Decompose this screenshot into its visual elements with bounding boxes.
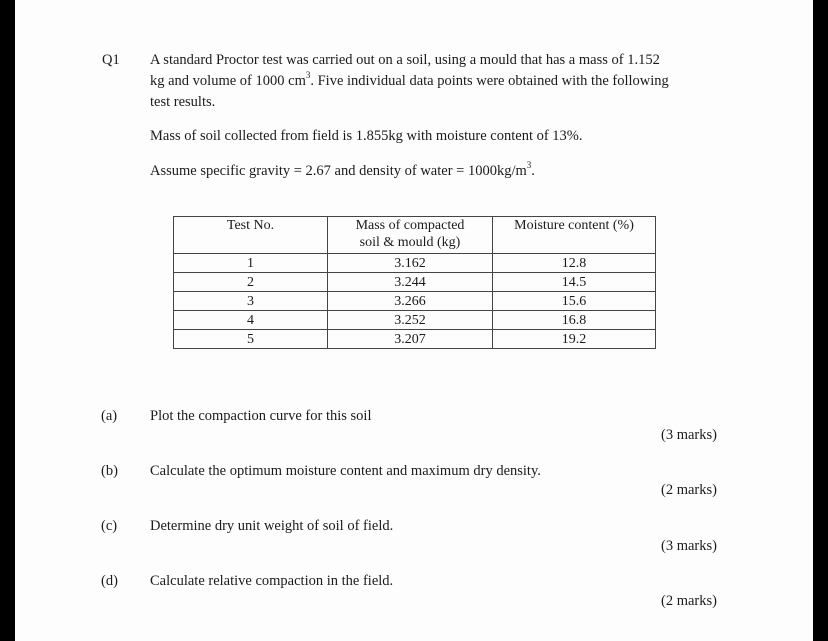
cell-test-no: 3 [174, 292, 328, 311]
part-marks-a: (3 marks) [661, 427, 717, 443]
cell-test-no: 1 [174, 254, 328, 273]
field-info: Mass of soil collected from field is 1.855kg with moisture content of 13%. [150, 128, 583, 144]
cell-test-no: 4 [174, 311, 328, 330]
part-marks-b: (2 marks) [661, 482, 717, 498]
cell-moisture: 15.6 [493, 292, 656, 311]
header-mass: Mass of compacted soil & mould (kg) [328, 217, 493, 254]
cell-moisture: 12.8 [493, 254, 656, 273]
table-row [174, 311, 656, 330]
table-row [174, 330, 656, 349]
table-row [174, 273, 656, 292]
part-label-d: (d) [101, 573, 118, 589]
table-header-row [174, 217, 656, 254]
part-label-b: (b) [101, 463, 118, 479]
cell-mass: 3.244 [328, 273, 493, 292]
cell-mass: 3.266 [328, 292, 493, 311]
part-text-b: Calculate the optimum moisture content and maximum dry density. [150, 463, 541, 479]
cell-moisture: 16.8 [493, 311, 656, 330]
part-marks-c: (3 marks) [661, 538, 717, 554]
cell-mass: 3.207 [328, 330, 493, 349]
cell-test-no: 2 [174, 273, 328, 292]
part-text-c: Determine dry unit weight of soil of field. [150, 518, 394, 534]
intro-line-2: kg and volume of 1000 $cm^3$. Five individual data points were obtained with the following [150, 70, 669, 89]
part-marks-d: (2 marks) [661, 593, 717, 609]
part-text-d: Calculate relative compaction in the field. [150, 573, 394, 589]
results-table [173, 216, 656, 349]
document-page [15, 0, 813, 641]
part-label-c: (c) [101, 518, 118, 534]
intro-line-3: test results. [150, 94, 216, 110]
cell-moisture: 14.5 [493, 273, 656, 292]
table-row [174, 292, 656, 311]
cell-mass: 3.252 [328, 311, 493, 330]
intro-line-1: A standard Proctor test was carried out on a soil, using a mould that has a mass of 1.152 [150, 52, 660, 68]
table-row [174, 254, 656, 273]
question-number: Q1 [102, 52, 120, 68]
cell-moisture: 19.2 [493, 330, 656, 349]
part-label-a: (a) [101, 408, 118, 424]
header-test-no: Test No. [174, 217, 328, 254]
assumption: Assume specific gravity = 2.67 and density of water = $1000kg/m^3$. [150, 160, 535, 179]
cell-test-no: 5 [174, 330, 328, 349]
header-moisture: Moisture content (%) [493, 217, 656, 254]
part-text-a: Plot the compaction curve for this soil [150, 408, 372, 424]
cell-mass: 3.162 [328, 254, 493, 273]
